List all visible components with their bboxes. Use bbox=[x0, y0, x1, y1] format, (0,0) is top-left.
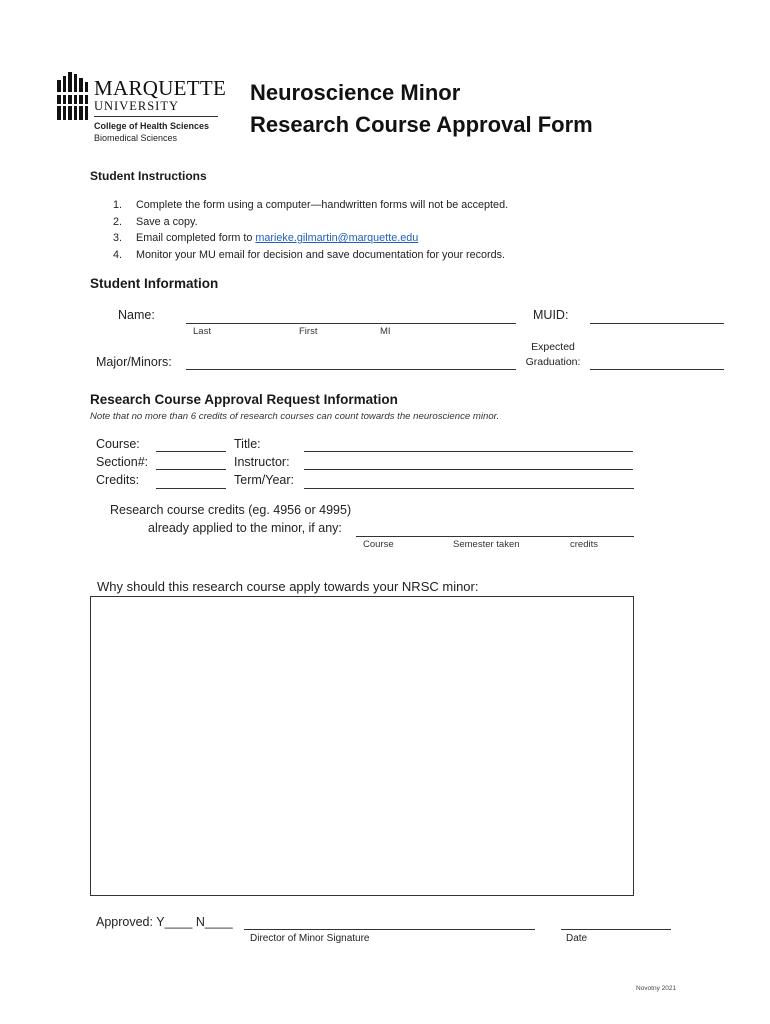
list-number: 1. bbox=[113, 199, 123, 211]
request-info-heading: Research Course Approval Request Information bbox=[90, 392, 398, 407]
list-number: 4. bbox=[113, 248, 123, 261]
list-item bbox=[113, 214, 508, 231]
course-label: Course: bbox=[96, 437, 140, 451]
instructions-list bbox=[113, 197, 508, 263]
credits-label: Credits: bbox=[96, 473, 140, 487]
list-item bbox=[113, 247, 508, 264]
name-sub-first: First bbox=[299, 326, 318, 337]
applied-sub-semester: Semester taken bbox=[453, 539, 520, 550]
marquette-crest-icon bbox=[56, 72, 92, 120]
term-label: Term/Year: bbox=[234, 473, 294, 487]
title-field[interactable] bbox=[304, 451, 633, 452]
muid-field[interactable] bbox=[590, 323, 724, 324]
footer-credit: Novotny 2021 bbox=[636, 985, 677, 992]
name-sub-last: Last bbox=[193, 326, 211, 337]
list-item bbox=[113, 230, 508, 247]
list-item bbox=[113, 197, 508, 214]
section-label: Section#: bbox=[96, 455, 149, 469]
email-link[interactable]: marieke.gilmartin@marquette.edu bbox=[255, 232, 419, 244]
list-text: Email completed form to bbox=[136, 232, 256, 244]
list-number: 2. bbox=[113, 215, 123, 228]
justification-textarea[interactable] bbox=[90, 596, 634, 896]
date-label: Date bbox=[566, 933, 588, 944]
title-label: Title: bbox=[234, 437, 261, 451]
form-title-line2: Research Course Approval Form bbox=[250, 112, 593, 137]
graduation-label bbox=[522, 340, 584, 370]
date-field[interactable] bbox=[561, 929, 671, 930]
instructor-field[interactable] bbox=[304, 469, 633, 470]
form-title-line1: Neuroscience Minor bbox=[250, 80, 461, 105]
logo-university: UNIVERSITY bbox=[94, 99, 179, 113]
logo-wordmark: MARQUETTE bbox=[94, 76, 227, 100]
logo-divider bbox=[94, 116, 218, 117]
applied-credits-field[interactable] bbox=[356, 536, 634, 537]
list-text: Save a copy. bbox=[136, 215, 198, 228]
name-field[interactable] bbox=[186, 323, 516, 324]
graduation-field[interactable] bbox=[590, 369, 724, 370]
logo-department: Biomedical Sciences bbox=[94, 133, 178, 143]
applied-sub-credits: credits bbox=[570, 539, 598, 550]
signature-field[interactable] bbox=[244, 929, 535, 930]
student-info-heading: Student Information bbox=[90, 276, 219, 291]
course-field[interactable] bbox=[156, 451, 226, 452]
name-sub-mi: MI bbox=[380, 326, 391, 337]
justification-question: Why should this research course apply towards your NRSC minor: bbox=[97, 579, 479, 594]
section-field[interactable] bbox=[156, 469, 226, 470]
marquette-logo bbox=[56, 72, 226, 146]
credit-limit-note: Note that no more than 6 credits of research courses can count towards the neuroscience minor. bbox=[90, 411, 500, 422]
list-text: Complete the form using a computer—handwritten forms will not be accepted. bbox=[136, 199, 509, 211]
signature-label: Director of Minor Signature bbox=[250, 933, 370, 944]
applied-sub-course: Course bbox=[363, 539, 394, 550]
name-label: Name: bbox=[118, 308, 155, 322]
major-field[interactable] bbox=[186, 369, 516, 370]
graduation-label-line1: Expected bbox=[531, 341, 575, 353]
list-number: 3. bbox=[113, 232, 123, 244]
applied-credits-label-line1: Research course credits (eg. 4956 or 4995) bbox=[110, 503, 352, 517]
approved-label: Approved: Y____ N____ bbox=[96, 915, 233, 929]
instructor-label: Instructor: bbox=[234, 455, 290, 469]
term-field[interactable] bbox=[304, 488, 634, 489]
credits-field[interactable] bbox=[156, 488, 226, 489]
muid-label: MUID: bbox=[533, 308, 569, 322]
list-text: Monitor your MU email for decision and save documentation for your records. bbox=[136, 248, 506, 261]
instructions-heading: Student Instructions bbox=[90, 169, 207, 183]
applied-credits-label-line2: already applied to the minor, if any: bbox=[148, 521, 342, 535]
major-label: Major/Minors: bbox=[96, 355, 172, 369]
logo-college: College of Health Sciences bbox=[94, 121, 210, 131]
graduation-label-line2: Graduation: bbox=[525, 356, 581, 368]
